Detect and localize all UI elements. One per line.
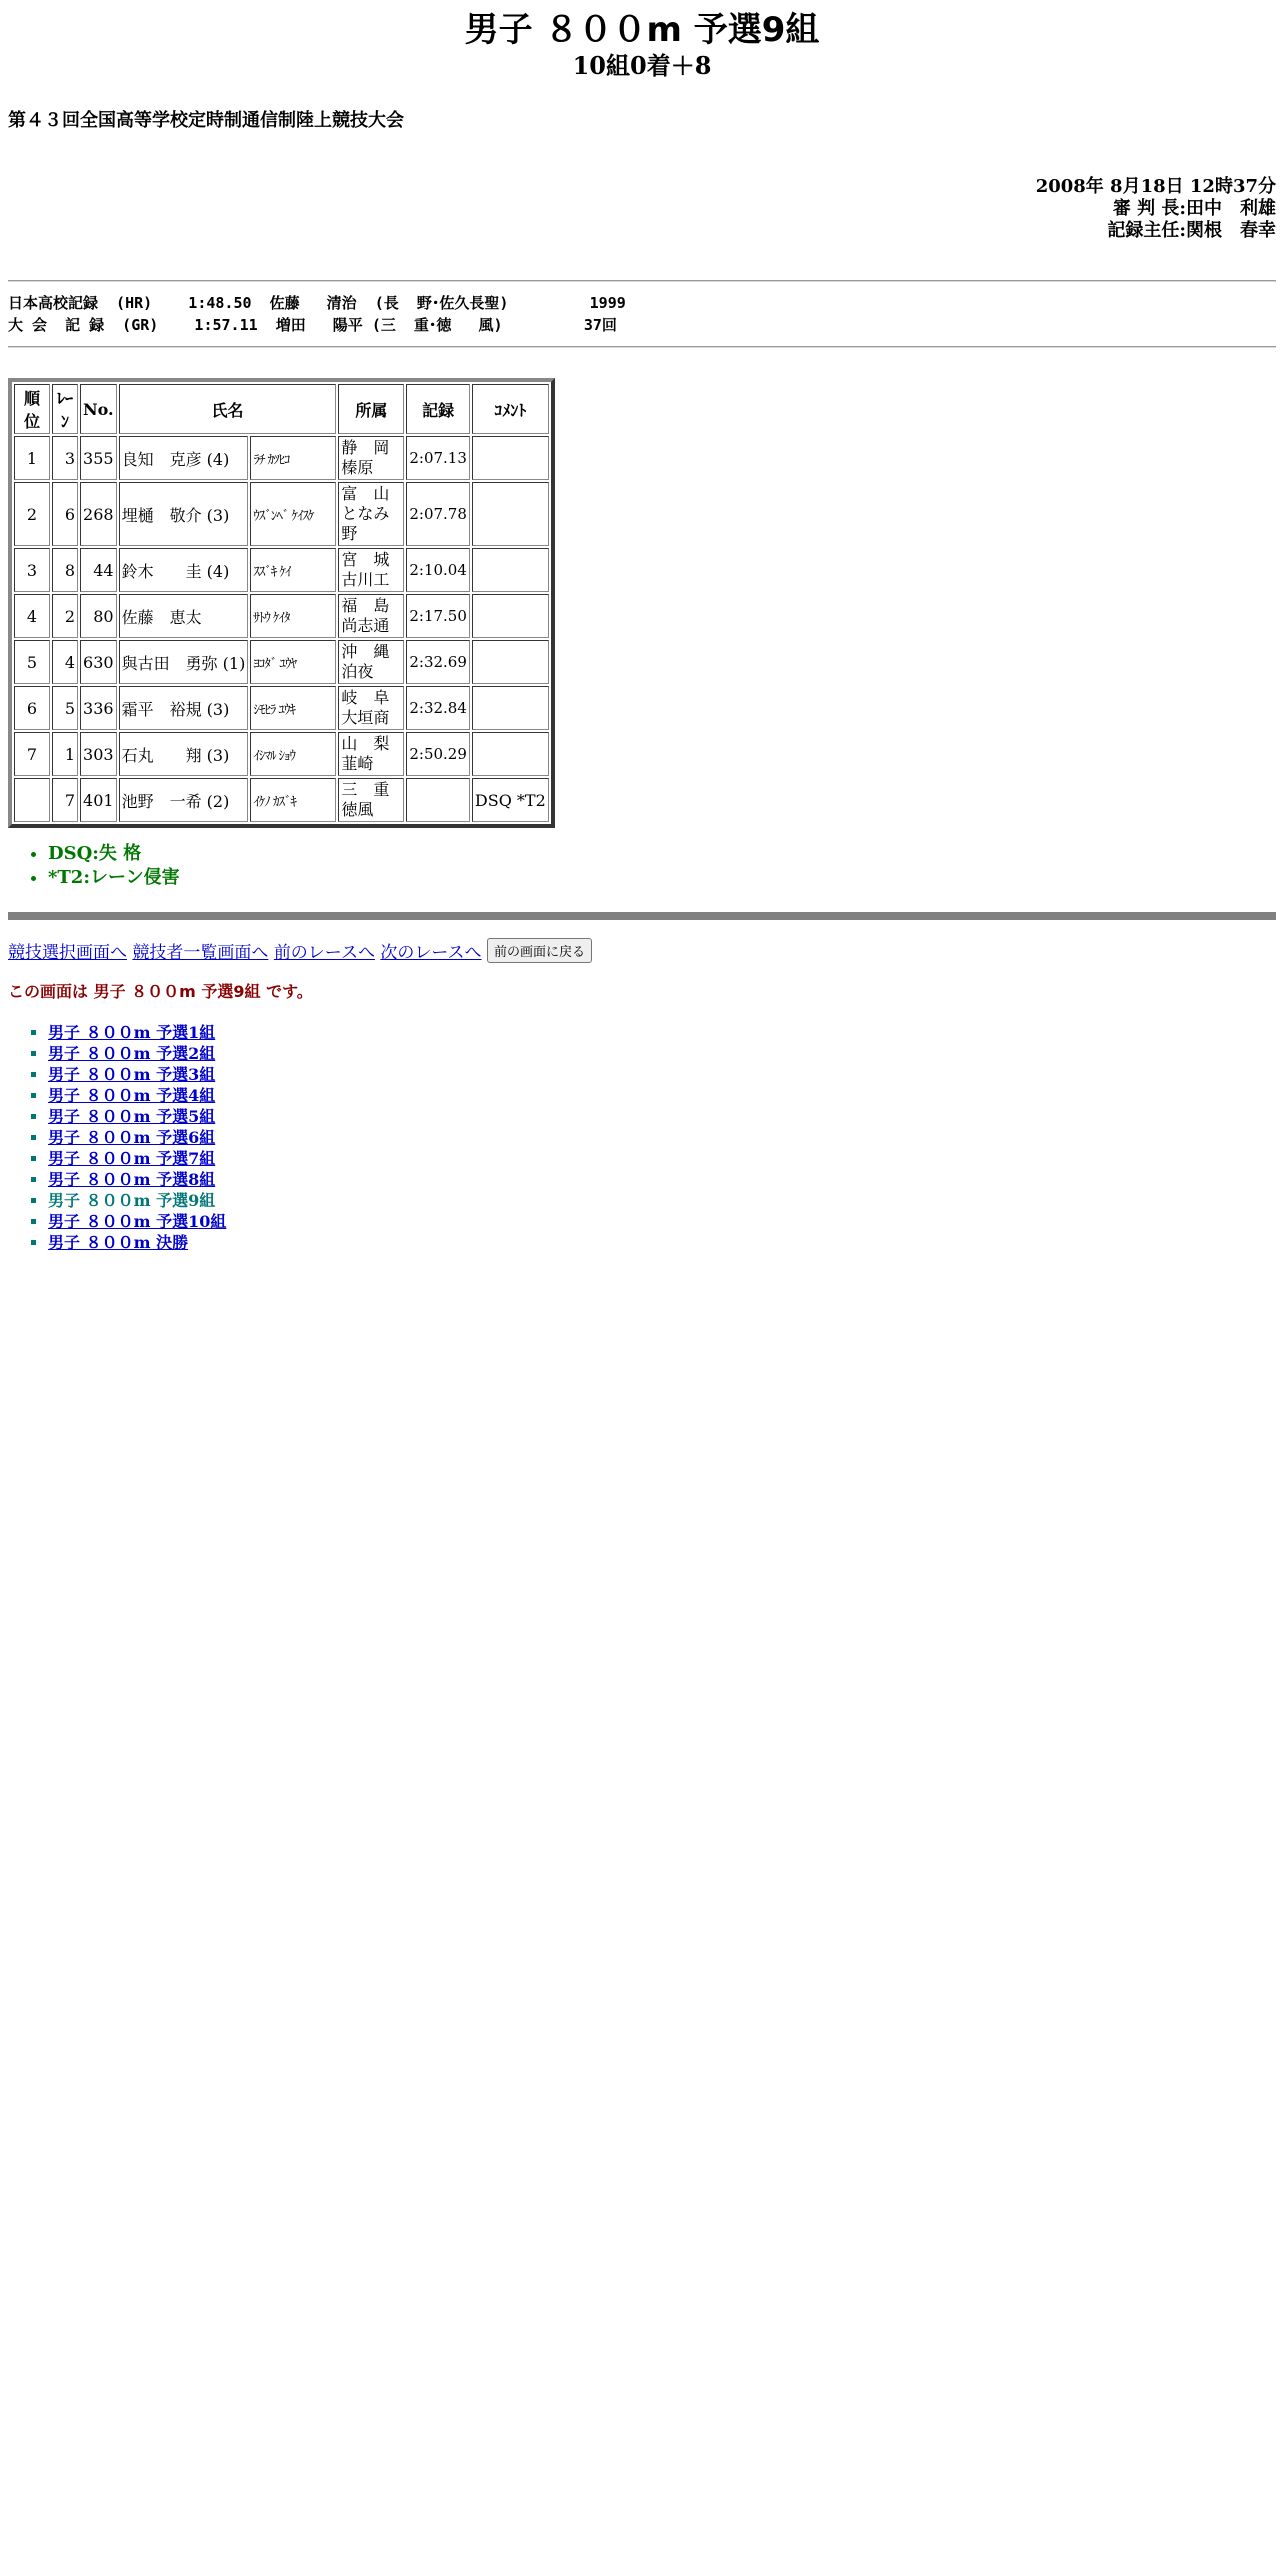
athlete-kana-cell: ｼﾓﾋﾗ ﾕｳｷ	[250, 686, 336, 730]
bib-number-cell: 355	[80, 436, 117, 480]
bib-number-cell: 401	[80, 778, 117, 822]
team-school: 榛原	[341, 458, 374, 477]
comment-cell	[472, 548, 549, 592]
team-school: 徳風	[341, 800, 374, 819]
team-prefecture: 沖 縄	[341, 642, 390, 661]
record-info	[8, 292, 1276, 336]
record-cell	[406, 778, 470, 822]
lane-cell: 6	[52, 482, 78, 546]
rank-cell	[14, 778, 50, 822]
header-name: 氏名	[119, 384, 337, 434]
lane-cell: 4	[52, 640, 78, 684]
bib-number-cell: 268	[80, 482, 117, 546]
athlete-name-cell: 霜平 裕規 (3)	[119, 686, 249, 730]
rank-cell: 3	[14, 548, 50, 592]
rank-cell: 6	[14, 686, 50, 730]
race-link[interactable]: 男子 ８００m 予選2組	[48, 1044, 216, 1063]
athlete-name-cell: 埋樋 敬介 (3)	[119, 482, 249, 546]
athlete-kana-cell: ｽｽﾞｷ ｹｲ	[250, 548, 336, 592]
race-list	[8, 1022, 1276, 1253]
divider	[8, 346, 1276, 348]
race-link[interactable]: 男子 ８００m 予選3組	[48, 1065, 216, 1084]
next-race-link[interactable]: 次のレースへ	[380, 943, 482, 963]
table-row	[14, 436, 549, 480]
team-cell	[338, 548, 404, 592]
lane-cell: 7	[52, 778, 78, 822]
record-cell: 2:07.13	[406, 436, 470, 480]
race-datetime: 2008年 8月18日 12時37分	[1035, 176, 1276, 197]
lane-cell: 2	[52, 594, 78, 638]
bib-number-cell: 303	[80, 732, 117, 776]
race-list-item	[48, 1232, 1276, 1253]
race-list-item	[48, 1022, 1276, 1043]
header-team: 所属	[338, 384, 404, 434]
header-number: No.	[80, 384, 117, 434]
athlete-name-cell: 佐藤 恵太	[119, 594, 249, 638]
table-row	[14, 548, 549, 592]
lane-cell: 8	[52, 548, 78, 592]
table-row	[14, 594, 549, 638]
comment-cell	[472, 686, 549, 730]
divider	[8, 280, 1276, 282]
header-comment: ｺﾒﾝﾄ	[472, 384, 549, 434]
athlete-name-cell: 石丸 翔 (3)	[119, 732, 249, 776]
race-link[interactable]: 男子 ８００m 決勝	[48, 1233, 189, 1252]
table-row	[14, 640, 549, 684]
comment-cell	[472, 732, 549, 776]
results-header-row	[14, 384, 549, 434]
record-cell: 2:17.50	[406, 594, 470, 638]
team-prefecture: 富 山	[341, 484, 390, 503]
race-link[interactable]: 男子 ８００m 予選5組	[48, 1107, 216, 1126]
team-school: となみ野	[341, 504, 390, 543]
athlete-name-cell: 良知 克彦 (4)	[119, 436, 249, 480]
event-select-link[interactable]: 競技選択画面へ	[8, 943, 127, 963]
athlete-name-cell: 鈴木 圭 (4)	[119, 548, 249, 592]
race-list-item	[48, 1190, 1276, 1211]
athlete-kana-cell: ｲｼﾏﾙ ｼｮｳ	[250, 732, 336, 776]
team-cell	[338, 594, 404, 638]
comment-cell	[472, 640, 549, 684]
bib-number-cell: 44	[80, 548, 117, 592]
comment-cell	[472, 482, 549, 546]
lane-cell: 3	[52, 436, 78, 480]
team-cell	[338, 732, 404, 776]
prev-race-link[interactable]: 前のレースへ	[273, 943, 375, 963]
record-cell: 2:50.29	[406, 732, 470, 776]
team-school: 古川工	[341, 570, 390, 589]
header-rank: 順位	[14, 384, 50, 434]
lane-cell: 1	[52, 732, 78, 776]
rank-cell: 1	[14, 436, 50, 480]
rank-cell: 5	[14, 640, 50, 684]
athlete-kana-cell: ｳｽﾞﾝﾍﾞ ｹｲｽｹ	[250, 482, 336, 546]
header-lane: ﾚｰﾝ	[52, 384, 78, 434]
team-school: 尚志通	[341, 616, 390, 635]
referee-name: 審 判 長:田中 利雄	[1112, 198, 1276, 219]
athlete-name-cell: 池野 一希 (2)	[119, 778, 249, 822]
record-cell: 2:07.78	[406, 482, 470, 546]
team-prefecture: 福 島	[341, 596, 390, 615]
officials-block	[8, 176, 1276, 242]
record-cell: 2:32.69	[406, 640, 470, 684]
rank-cell: 4	[14, 594, 50, 638]
athlete-kana-cell: ｲｹﾉ ｶｽﾞｷ	[250, 778, 336, 822]
note-item: • DSQ:失 格	[48, 842, 1276, 866]
team-cell	[338, 436, 404, 480]
comment-cell: DSQ *T2	[472, 778, 549, 822]
team-prefecture: 静 岡	[341, 438, 390, 457]
record-cell: 2:10.04	[406, 548, 470, 592]
header-record: 記録	[406, 384, 470, 434]
race-link[interactable]: 男子 ８００m 予選7組	[48, 1149, 216, 1168]
recorder-name: 記録主任:関根 春幸	[1107, 220, 1276, 241]
bib-number-cell: 630	[80, 640, 117, 684]
race-link[interactable]: 男子 ８００m 予選10組	[48, 1212, 227, 1231]
team-school: 大垣商	[341, 708, 390, 727]
table-row	[14, 482, 549, 546]
team-cell	[338, 482, 404, 546]
race-list-item	[48, 1043, 1276, 1064]
race-list-item	[48, 1148, 1276, 1169]
race-list-item	[48, 1169, 1276, 1190]
athlete-list-link[interactable]: 競技者一覧画面へ	[132, 943, 269, 963]
table-row	[14, 778, 549, 822]
comment-cell	[472, 594, 549, 638]
race-link[interactable]: 男子 ８００m 予選6組	[48, 1128, 216, 1147]
bib-number-cell: 80	[80, 594, 117, 638]
race-link[interactable]: 男子 ８００m 予選8組	[48, 1170, 216, 1189]
bib-number-cell: 336	[80, 686, 117, 730]
navigation-bar	[8, 938, 1276, 963]
team-school: 韮崎	[341, 754, 374, 773]
meet-record: 大 会 記 録 (GR) 1:57.11 増田 陽平 (三 重･徳 風) 37回	[8, 316, 617, 334]
back-button[interactable]: 前の画面に戻る	[487, 938, 592, 963]
comment-cell	[472, 436, 549, 480]
athlete-kana-cell: ﾖｺﾀﾞ ﾕｳﾔ	[250, 640, 336, 684]
race-list-item	[48, 1127, 1276, 1148]
notes-list	[8, 842, 1276, 890]
national-record: 日本高校記録 (HR) 1:48.50 佐藤 清治 (長 野･佐久長聖) 1999	[8, 294, 626, 312]
team-prefecture: 山 梨	[341, 734, 390, 753]
athlete-name-cell: 與古田 勇弥 (1)	[119, 640, 249, 684]
current-race-label: 男子 ８００m 予選9組	[48, 1191, 216, 1210]
note-item: • *T2:レーン侵害	[48, 866, 1276, 890]
heat-qualification: 10組0着＋8	[572, 51, 712, 80]
section-divider	[8, 912, 1276, 920]
team-cell	[338, 778, 404, 822]
team-school: 泊夜	[341, 662, 374, 681]
team-cell	[338, 640, 404, 684]
current-page-text: この画面は 男子 ８００m 予選9組 です。	[8, 982, 313, 1001]
team-cell	[338, 686, 404, 730]
lane-cell: 5	[52, 686, 78, 730]
meet-name: 第４３回全国高等学校定時制通信制陸上競技大会	[8, 110, 404, 131]
race-list-item	[48, 1064, 1276, 1085]
team-prefecture: 三 重	[341, 780, 390, 799]
table-row	[14, 732, 549, 776]
race-link[interactable]: 男子 ８００m 予選1組	[48, 1023, 216, 1042]
rank-cell: 2	[14, 482, 50, 546]
athlete-kana-cell: ｻﾄｳ ｹｲﾀ	[250, 594, 336, 638]
race-list-item	[48, 1106, 1276, 1127]
race-list-item	[48, 1211, 1276, 1232]
rank-cell: 7	[14, 732, 50, 776]
team-prefecture: 岐 阜	[341, 688, 390, 707]
table-row	[14, 686, 549, 730]
page-title: 男子 ８００m 予選9組	[464, 10, 820, 50]
record-cell: 2:32.84	[406, 686, 470, 730]
results-table	[8, 378, 555, 828]
team-prefecture: 宮 城	[341, 550, 390, 569]
race-list-item	[48, 1085, 1276, 1106]
athlete-kana-cell: ﾗﾁ ｶﾂﾋｺ	[250, 436, 336, 480]
race-link[interactable]: 男子 ８００m 予選4組	[48, 1086, 216, 1105]
